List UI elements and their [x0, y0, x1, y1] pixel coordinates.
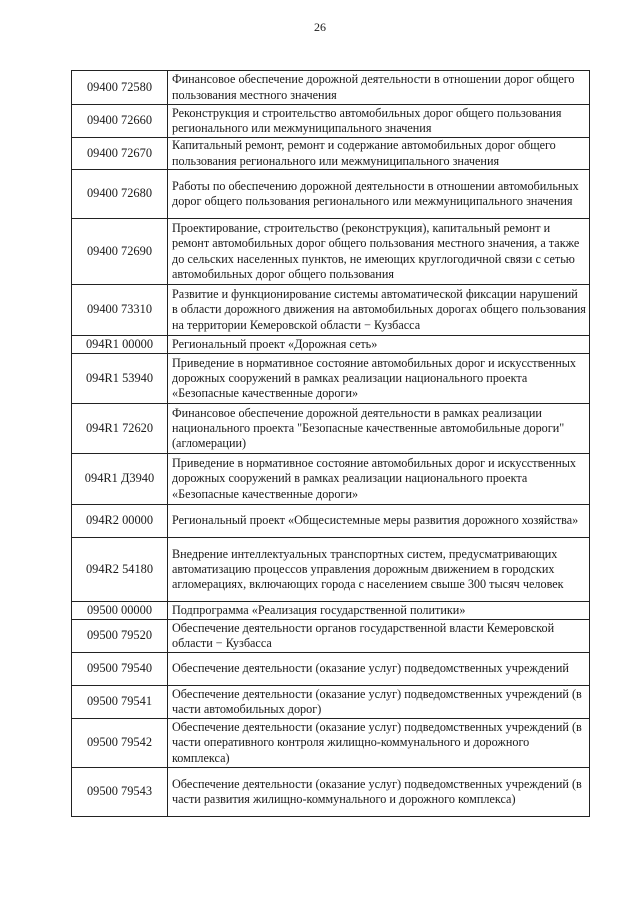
table-row: [72, 336, 590, 354]
table-row: [72, 404, 590, 454]
table-row: [72, 686, 590, 719]
row-description: Приведение в нормативное состояние автомобильных дорог и искусственных дорожных сооружений в рамках реализации национального проекта «Безопасные качественные дороги»: [168, 454, 590, 505]
table-row: [72, 719, 590, 768]
row-description: Проектирование, строительство (реконструкция), капитальный ремонт и ремонт автомобильных дорог общего пользования местного значения, а также до сельских населенных пунктов, не имеющих круглогодичной связи с сетью автомобильных дорог общего пользования: [168, 219, 590, 285]
row-code: 094R2 00000: [72, 505, 168, 538]
row-code: 09500 79542: [72, 719, 168, 768]
row-description: Региональный проект «Общесистемные меры развития дорожного хозяйства»: [168, 505, 590, 538]
table-row: [72, 454, 590, 505]
row-code: 09400 72690: [72, 219, 168, 285]
table-row: [72, 768, 590, 817]
row-description: Приведение в нормативное состояние автомобильных дорог и искусственных дорожных сооружений в рамках реализации национального проекта «Безопасные качественные дороги»: [168, 354, 590, 404]
row-code: 09500 79540: [72, 653, 168, 686]
row-description: Обеспечение деятельности (оказание услуг) подведомственных учреждений: [168, 653, 590, 686]
row-code: 09500 79541: [72, 686, 168, 719]
row-code: 094R1 00000: [72, 336, 168, 354]
row-description: Обеспечение деятельности (оказание услуг) подведомственных учреждений (в части развития жилищно-коммунального и дорожного комплекса): [168, 768, 590, 817]
table-row: [72, 105, 590, 138]
table-row: [72, 71, 590, 105]
row-description: Капитальный ремонт, ремонт и содержание автомобильных дорог общего пользования регионального или межмуниципального значения: [168, 138, 590, 170]
row-code: 09500 79520: [72, 620, 168, 653]
row-description: Финансовое обеспечение дорожной деятельности в рамках реализации национального проекта "Безопасные качественные автомобильные дороги" (агломерации): [168, 404, 590, 454]
table-row: [72, 285, 590, 336]
row-code: 09400 72680: [72, 170, 168, 219]
table-row: [72, 354, 590, 404]
table-row: [72, 138, 590, 170]
table-row: [72, 653, 590, 686]
row-code: 094R1 53940: [72, 354, 168, 404]
row-code: 09400 72670: [72, 138, 168, 170]
row-description: Внедрение интеллектуальных транспортных систем, предусматривающих автоматизацию процессов управления дорожным движением в городских агломерациях, включающих города с населением свыше 300 тысяч человек: [168, 538, 590, 602]
row-description: Обеспечение деятельности (оказание услуг) подведомственных учреждений (в части автомобильных дорог): [168, 686, 590, 719]
row-description: Финансовое обеспечение дорожной деятельности в отношении дорог общего пользования местного значения: [168, 71, 590, 105]
row-description: Развитие и функционирование системы автоматической фиксации нарушений в области дорожного движения на автомобильных дорогах общего пользования на территории Кемеровской области − Кузбасса: [168, 285, 590, 336]
table-row: [72, 602, 590, 620]
table-row: [72, 219, 590, 285]
row-code: 094R2 54180: [72, 538, 168, 602]
table-row: [72, 170, 590, 219]
row-code: 09500 00000: [72, 602, 168, 620]
row-code: 09400 72580: [72, 71, 168, 105]
row-description: Работы по обеспечению дорожной деятельности в отношении автомобильных дорог общего пользования регионального или межмуниципального значения: [168, 170, 590, 219]
table-row: [72, 620, 590, 653]
row-code: 094R1 72620: [72, 404, 168, 454]
row-code: 09400 73310: [72, 285, 168, 336]
page-number: 26: [314, 20, 326, 34]
row-code: 09500 79543: [72, 768, 168, 817]
table-row: [72, 538, 590, 602]
row-description: Подпрограмма «Реализация государственной политики»: [168, 602, 590, 620]
row-code: 09400 72660: [72, 105, 168, 138]
budget-code-table: [71, 70, 590, 817]
row-description: Обеспечение деятельности органов государственной власти Кемеровской области − Кузбасса: [168, 620, 590, 653]
row-description: Региональный проект «Дорожная сеть»: [168, 336, 590, 354]
row-code: 094R1 Д3940: [72, 454, 168, 505]
row-description: Реконструкция и строительство автомобильных дорог общего пользования регионального или межмуниципального значения: [168, 105, 590, 138]
table-row: [72, 505, 590, 538]
row-description: Обеспечение деятельности (оказание услуг) подведомственных учреждений (в части оперативного контроля жилищно-коммунального и дорожного комплекса): [168, 719, 590, 768]
